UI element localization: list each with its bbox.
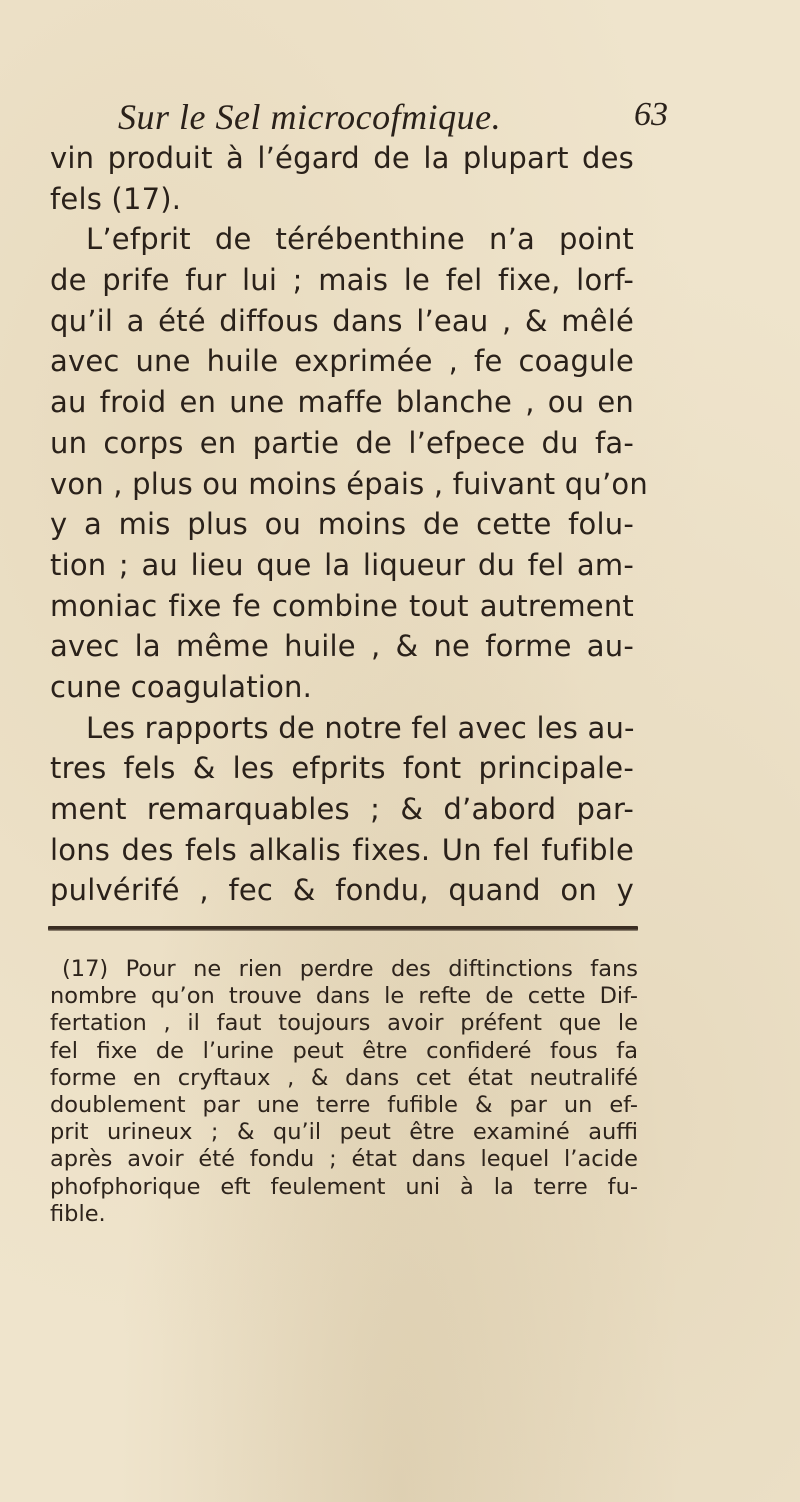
text-line: un corps en partie de l’efpece du fa-	[50, 425, 634, 460]
running-title: Sur le Sel microcofmique.	[118, 97, 502, 137]
footnote-line: fible.	[50, 1200, 106, 1227]
footnote-line: fel fixe de l’urine peut être confideré fous fa	[50, 1037, 638, 1064]
text-line: vin produit à l’égard de la plupart des	[50, 141, 634, 175]
text-line: avec une huile exprimée , fe coagule	[50, 344, 634, 379]
footnote-line: prit urineux ; & qu’il peut être examiné auffi	[50, 1119, 638, 1146]
footnote-line: doublement par une terre fufible & par un ef-	[50, 1091, 638, 1118]
text-line: au froid en une maffe blanche , ou en	[50, 385, 634, 420]
text-line: tres fels & les efprits font principale-	[50, 751, 634, 786]
text-line: pulvérifé , fec & fondu, quand on y	[50, 873, 634, 908]
text-line: moniac fixe fe combine tout autrement	[50, 588, 634, 623]
text-line: tion ; au lieu que la liqueur du fel am-	[50, 547, 634, 582]
footnote-line: forme en cryftaux , & dans cet état neutralifé	[50, 1064, 638, 1091]
footnote-line: (17) Pour ne rien perdre des diftinctions fans	[62, 956, 638, 982]
text-line: fels (17).	[50, 181, 182, 216]
footnote-line: phofphorique eft feulement uni à la terre fu-	[50, 1173, 638, 1200]
footnote-line: après avoir été fondu ; état dans lequel l’acide	[50, 1146, 638, 1173]
running-head	[118, 96, 668, 142]
text-line: lons des fels alkalis fixes. Un fel fufible	[50, 832, 634, 867]
text-line: von , plus ou moins épais , fuivant qu’on	[50, 466, 648, 501]
footnote-separator-rule	[48, 926, 638, 931]
text-line: de prife fur lui ; mais le fel fixe, lorf-	[50, 263, 634, 298]
footnote-line: fertation , il faut toujours avoir préfent que le	[50, 1010, 638, 1037]
text-line: cune coagulation.	[50, 669, 313, 704]
main-text	[50, 138, 648, 911]
text-line: avec la même huile , & ne forme au-	[50, 629, 634, 664]
page-number: 63	[634, 96, 668, 133]
text-line: qu’il a été diffous dans l’eau , & mêlé	[50, 303, 634, 338]
footnote-line: nombre qu’on trouve dans le refte de cette Dif-	[50, 983, 638, 1010]
text-line: Les rapports de notre fel avec les au-	[86, 710, 635, 745]
text-line: ment remarquables ; & d’abord par-	[50, 792, 634, 826]
text-line: y a mis plus ou moins de cette folu-	[50, 507, 634, 542]
footnote	[50, 956, 638, 1228]
text-line: L’efprit de térébenthine n’a point	[86, 222, 634, 257]
